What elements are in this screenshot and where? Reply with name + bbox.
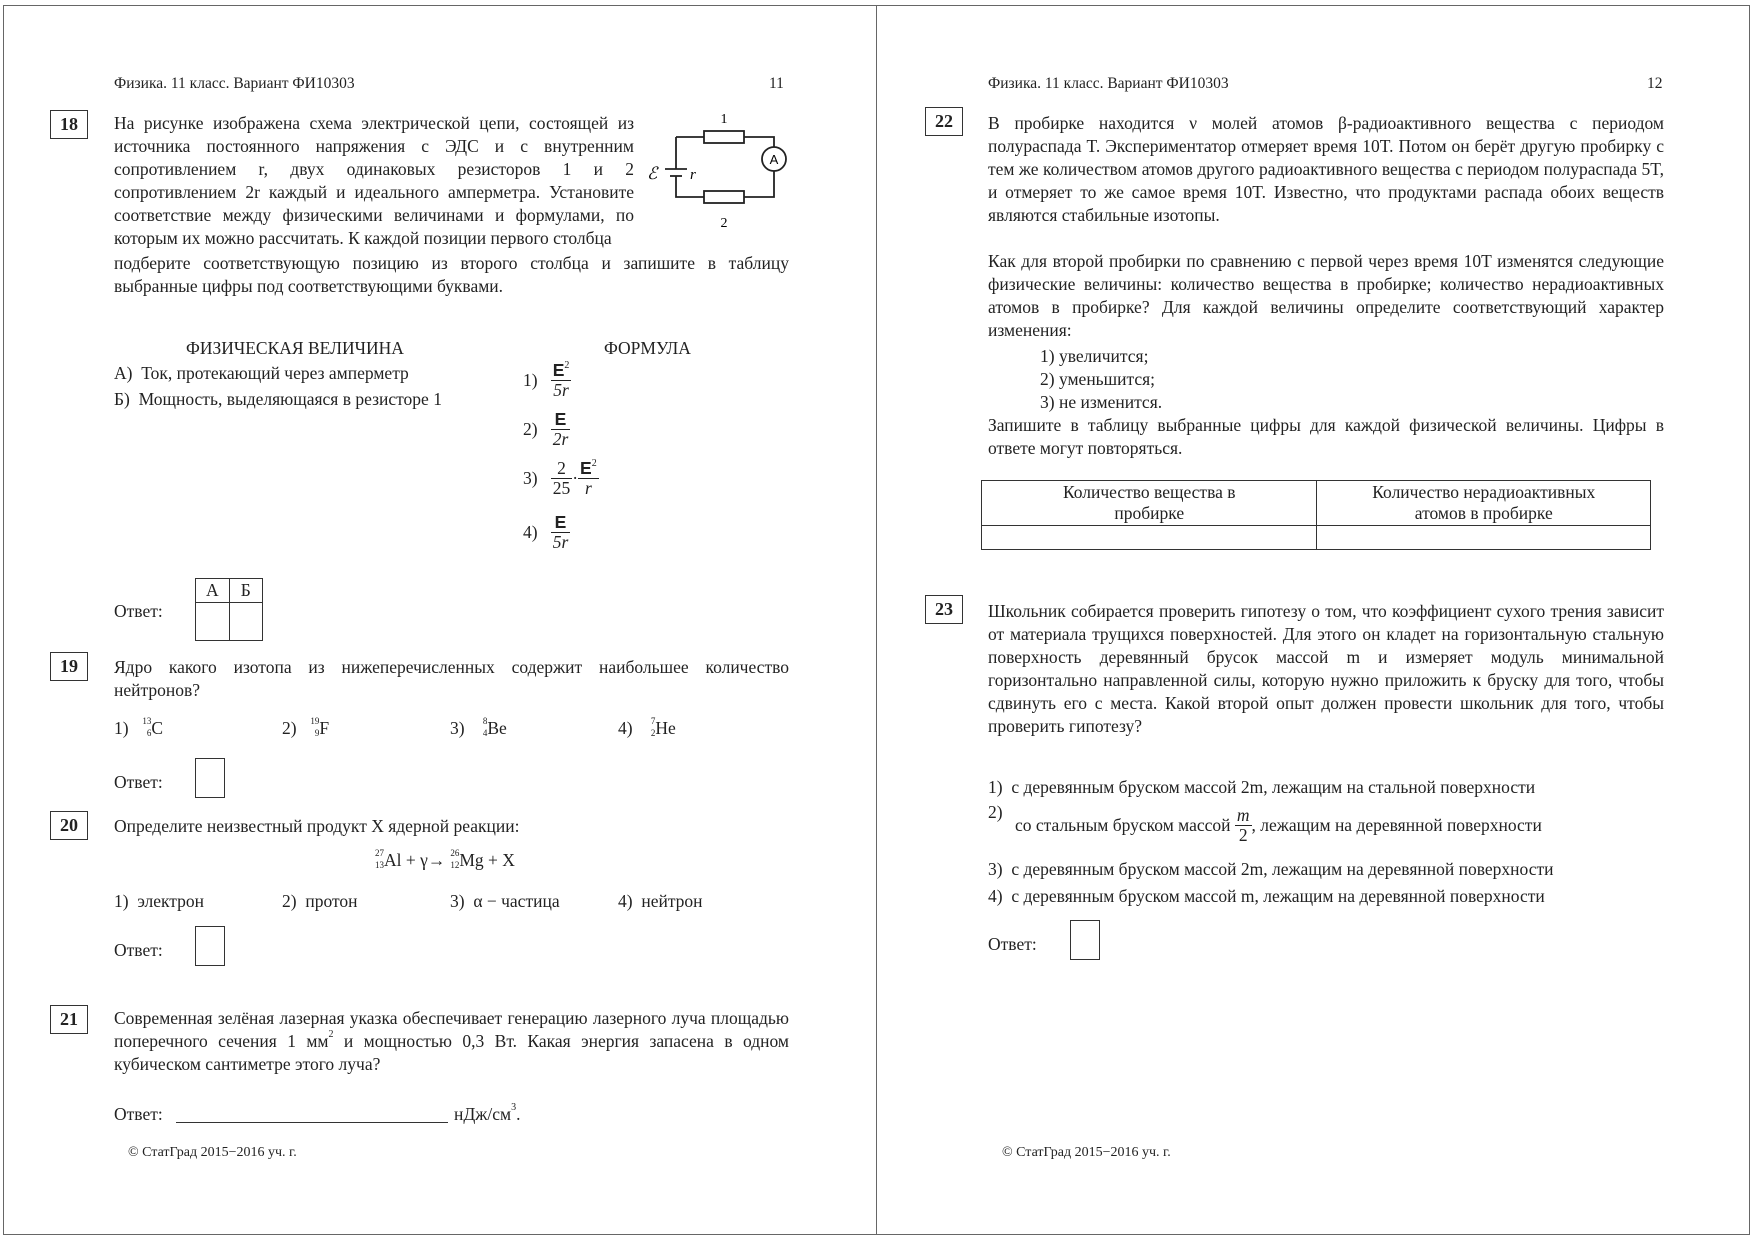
q22-option-2: 2) уменьшится; — [1040, 369, 1156, 389]
table-head-atoms: Количество нерадиоактивных атомов в пробирке — [1317, 481, 1651, 526]
q22-option-3: 3) не изменится. — [1040, 392, 1163, 412]
q18-text: На рисунке изображена схема электрической цепи, состоящей из источника постоянного напряжения с ЭДС и с внутренним сопротивлением r, двух одинаковых резисторов 1 и 2 сопротивлением 2r каждый и идеального амперметра. Установите соответствие между физическими величинами и формулами, по которым их можно рассчитать. К каждой позиции первого столбца — [114, 113, 634, 248]
q21-answer-unit: нДж/$см^3$. — [454, 1102, 521, 1124]
q22-text-1: В пробирке находится ν молей атомов β-радиоактивного вещества с периодом полураспада T. Экспериментатор отмеряет время 10T. Потом он берёт другую пробирку с тем же количеством атомов другого радиоактивного вещества с периодом полураспада 5T, и отмеряет то же самое время 10T. Известно, что продуктами распада обоих веществ являются стабильные изотопы. — [988, 113, 1664, 225]
q23-option-2: со стальным бруском массой $\frac{m}{2}$ , лежащим на деревянной поверхности — [1015, 805, 1542, 845]
q21-answer-line[interactable] — [176, 1122, 448, 1123]
q22-text-3: Запишите в таблицу выбранные цифры для каждой физической величины. Цифры в ответе могут повторяться. — [988, 415, 1664, 458]
formula-3: 3) $\frac{2}{25}$ · $\frac{E^2}{r}$ — [523, 458, 597, 498]
table-head-quantity: Количество вещества в пробирке — [982, 481, 1317, 526]
q19-option-3: 3) 8 4 Be — [450, 716, 507, 738]
left-page — [3, 5, 877, 1235]
q20-answer-label: Ответ: — [114, 940, 163, 960]
q23-text: Школьник собирается проверить гипотезу о том, что коэффициент сухого трения зависит от материала трущихся поверхностей. Для этого он кладет на горизонтальную стальную поверхность деревянный брусок массой m и измеряет модуль минимальной горизонтально направленной силы, которую нужно приложить к бруску для того, чтобы сдвинуть его с места. Какой второй опыт должен провести школьник для того, чтобы проверить гипотезу? — [988, 601, 1664, 736]
q19-option-1: 1) 13 6 C — [114, 716, 164, 738]
q23-option-2-num: 2) — [988, 802, 1003, 822]
page-footer: © СтатГрад 2015−2016 уч. г. — [128, 1145, 297, 1160]
question-number-18: 18 — [50, 110, 88, 139]
page-number: 12 — [1647, 75, 1663, 92]
circuit-diagram — [644, 109, 794, 234]
answer-cell-b[interactable] — [229, 603, 262, 641]
answer-col-b: Б — [229, 579, 262, 603]
page-header-title: Физика. 11 класс. Вариант ФИ10303 — [988, 75, 1229, 92]
answer-cell-a[interactable] — [196, 603, 230, 641]
q21-answer-label: Ответ: — [114, 1104, 163, 1124]
q20-option-1: 1) электрон — [114, 891, 205, 911]
answer-col-a: А — [196, 579, 230, 603]
quantity-a: А) Ток, протекающий через амперметр — [114, 363, 409, 383]
page-footer: © СтатГрад 2015−2016 уч. г. — [1002, 1145, 1171, 1160]
q23-option-1: 1) с деревянным бруском массой 2m, лежащим на стальной поверхности — [988, 777, 1536, 797]
formula-2: 2) $\frac{E}{2r}$ — [523, 409, 569, 449]
q22-option-1: 1) увеличится; — [1040, 346, 1149, 366]
q20-reaction: 27 13 Al + γ→ 26 12 Mg + X — [375, 848, 515, 870]
q19-option-4: 4) 7 2 He — [618, 716, 676, 738]
question-number-19: 19 — [50, 652, 88, 681]
q23-option-4: 4) с деревянным бруском массой m, лежащим на деревянной поверхности — [988, 886, 1545, 906]
circuit-emf-label: ℰ — [647, 164, 658, 183]
q21-text: Современная зелёная лазерная указка обеспечивает генерацию лазерного луча площадью поперечного сечения 1 $мм^2$ и мощностью 0,3 Вт. Какая энергия запасена в одном кубическом сантиметре этого луча? — [114, 1008, 789, 1074]
right-page — [876, 5, 1750, 1235]
q18-answer-label: Ответ: — [114, 601, 163, 621]
q18-answer-table[interactable] — [195, 578, 263, 641]
q19-option-2: 2) 19 9 F — [282, 716, 330, 738]
q19-answer-label: Ответ: — [114, 772, 163, 792]
question-number-21: 21 — [50, 1005, 88, 1034]
question-number-23: 23 — [925, 595, 963, 624]
q20-text: Определите неизвестный продукт X ядерной реакции: — [114, 816, 520, 836]
formula-1: 1) $\frac{E^2}{5r}$ — [523, 360, 570, 400]
page-header-title: Физика. 11 класс. Вариант ФИ10303 — [114, 75, 355, 92]
answer-cell-atoms[interactable] — [1317, 526, 1651, 550]
q19-text: Ядро какого изотопа из нижеперечисленных содержит наибольшее количество нейтронов? — [114, 657, 789, 700]
quantity-b: Б) Мощность, выделяющаяся в резисторе 1 — [114, 389, 442, 409]
q23-answer-box[interactable] — [1070, 920, 1100, 960]
q22-answer-table[interactable] — [981, 480, 1651, 550]
answer-cell-quantity[interactable] — [982, 526, 1317, 550]
q18-text-continued: подберите соответствующую позицию из второго столбца и запишите в таблицу выбранные цифры под соответствующими буквами. — [114, 253, 789, 296]
circuit-label-top: 1 — [720, 112, 728, 127]
q23-option-3: 3) с деревянным бруском массой 2m, лежащим на деревянной поверхности — [988, 859, 1554, 879]
page-number: 11 — [769, 75, 784, 92]
formula-4: 4) $\frac{E}{5r}$ — [523, 512, 569, 552]
q19-answer-box[interactable] — [195, 758, 225, 798]
circuit-label-bottom: 2 — [720, 216, 728, 231]
circuit-r-label: r — [690, 167, 696, 183]
question-number-22: 22 — [925, 107, 963, 136]
column-formula-heading: ФОРМУЛА — [604, 338, 691, 358]
ammeter-label: A — [769, 152, 779, 167]
column-quantity-heading: ФИЗИЧЕСКАЯ ВЕЛИЧИНА — [186, 338, 404, 358]
q20-option-2: 2) протон — [282, 891, 358, 911]
q20-answer-box[interactable] — [195, 926, 225, 966]
question-number-20: 20 — [50, 811, 88, 840]
q20-option-3: 3) α − частица — [450, 891, 560, 911]
q23-answer-label: Ответ: — [988, 934, 1037, 954]
q20-option-4: 4) нейтрон — [618, 891, 703, 911]
q22-text-2: Как для второй пробирки по сравнению с первой через время 10T изменятся следующие физические величины: количество вещества в пробирке; количество нерадиоактивных атомов в пробирке? Для каждой величины определите соответствующий характер изменения: — [988, 251, 1664, 340]
